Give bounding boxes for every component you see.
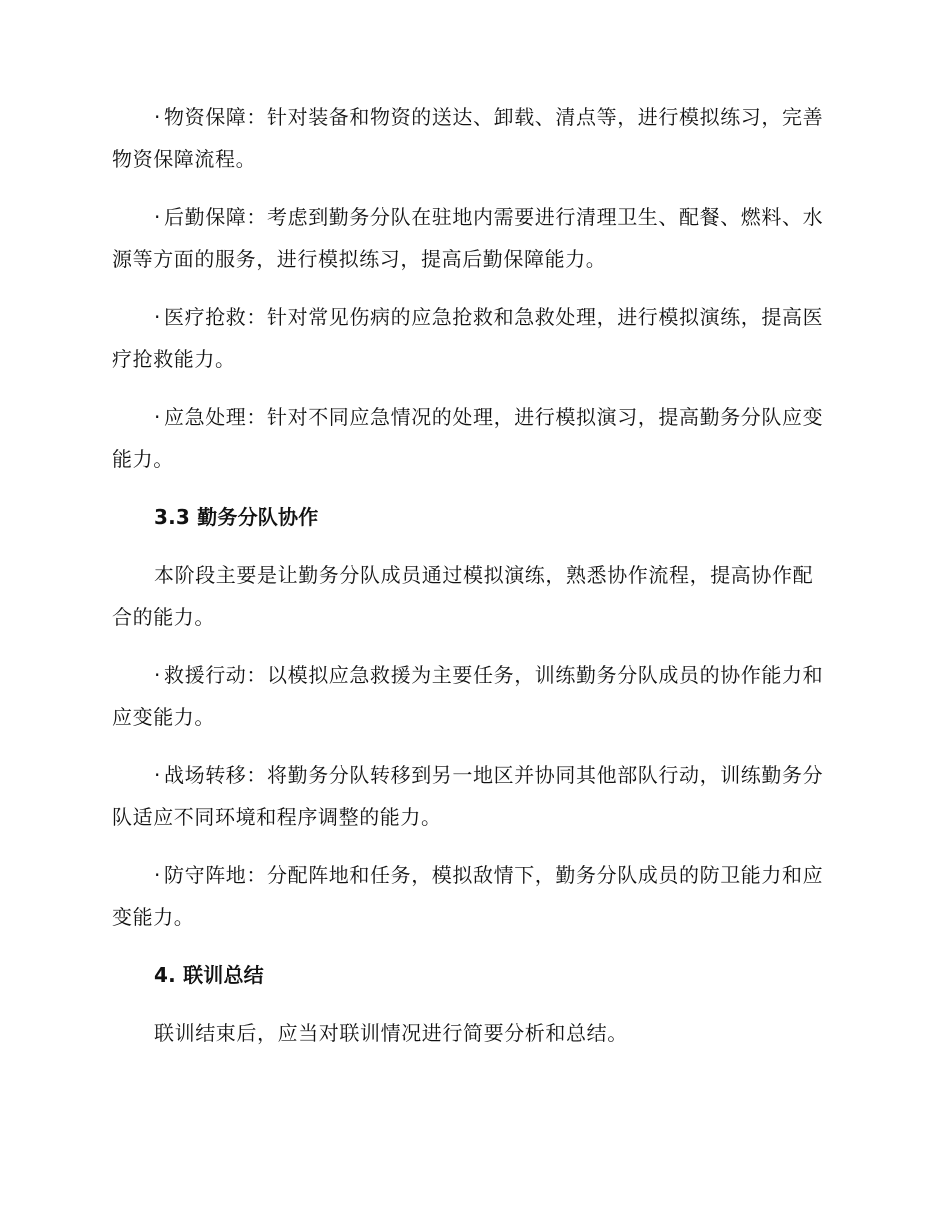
paragraph-emergency-handling <box>112 396 828 480</box>
bullet-term: 救援行动 <box>164 663 247 687</box>
bullet-term: 战场转移 <box>164 763 247 787</box>
bullet-text: ：以模拟应急救援为主要任务，训练勤务分队成员的协作能力和应变能力。 <box>112 663 824 729</box>
bullet-term: 物资保障 <box>164 105 247 129</box>
bullet-text: ：针对常见伤病的应急抢救和急救处理，进行模拟演练，提高医疗抢救能力。 <box>112 305 824 371</box>
bullet-text: ：考虑到勤务分队在驻地内需要进行清理卫生、配餐、燃料、水源等方面的服务，进行模拟练习，提高后勤保障能力。 <box>112 205 824 271</box>
paragraph-defensive-position <box>112 854 828 938</box>
bullet-marker: · <box>154 305 161 329</box>
bullet-text: ：分配阵地和任务，模拟敌情下，勤务分队成员的防卫能力和应变能力。 <box>112 863 824 929</box>
bullet-term: 防守阵地 <box>164 863 247 887</box>
paragraph-rescue-operation <box>112 654 828 738</box>
section-heading-3-3: 3.3 勤务分队协作 <box>154 505 319 529</box>
bullet-term: 后勤保障 <box>164 205 247 229</box>
bullet-marker: · <box>154 205 161 229</box>
bullet-marker: · <box>154 763 161 787</box>
bullet-marker: · <box>154 863 161 887</box>
bullet-marker: · <box>154 405 161 429</box>
bullet-text: ：针对装备和物资的送达、卸载、清点等，进行模拟练习，完善物资保障流程。 <box>112 105 824 171</box>
paragraph-section-3-3-intro: 本阶段主要是让勤务分队成员通过模拟演练，熟悉协作流程，提高协作配合的能力。 <box>112 563 814 629</box>
bullet-marker: · <box>154 663 161 687</box>
paragraph-logistics-support <box>112 196 828 280</box>
bullet-term: 应急处理 <box>164 405 247 429</box>
paragraph-material-support <box>112 96 828 180</box>
bullet-text: ：针对不同应急情况的处理，进行模拟演习，提高勤务分队应变能力。 <box>112 405 824 471</box>
bullet-term: 医疗抢救 <box>164 305 247 329</box>
section-heading-4: 4. 联训总结 <box>154 963 264 987</box>
bullet-text: ：将勤务分队转移到另一地区并协同其他部队行动，训练勤务分队适应不同环境和程序调整的能力。 <box>112 763 824 829</box>
paragraph-medical-rescue <box>112 296 828 380</box>
bullet-marker: · <box>154 105 161 129</box>
paragraph-summary: 联训结束后，应当对联训情况进行简要分析和总结。 <box>154 1021 628 1045</box>
document-body <box>112 96 828 1070</box>
paragraph-battlefield-transfer <box>112 754 828 838</box>
